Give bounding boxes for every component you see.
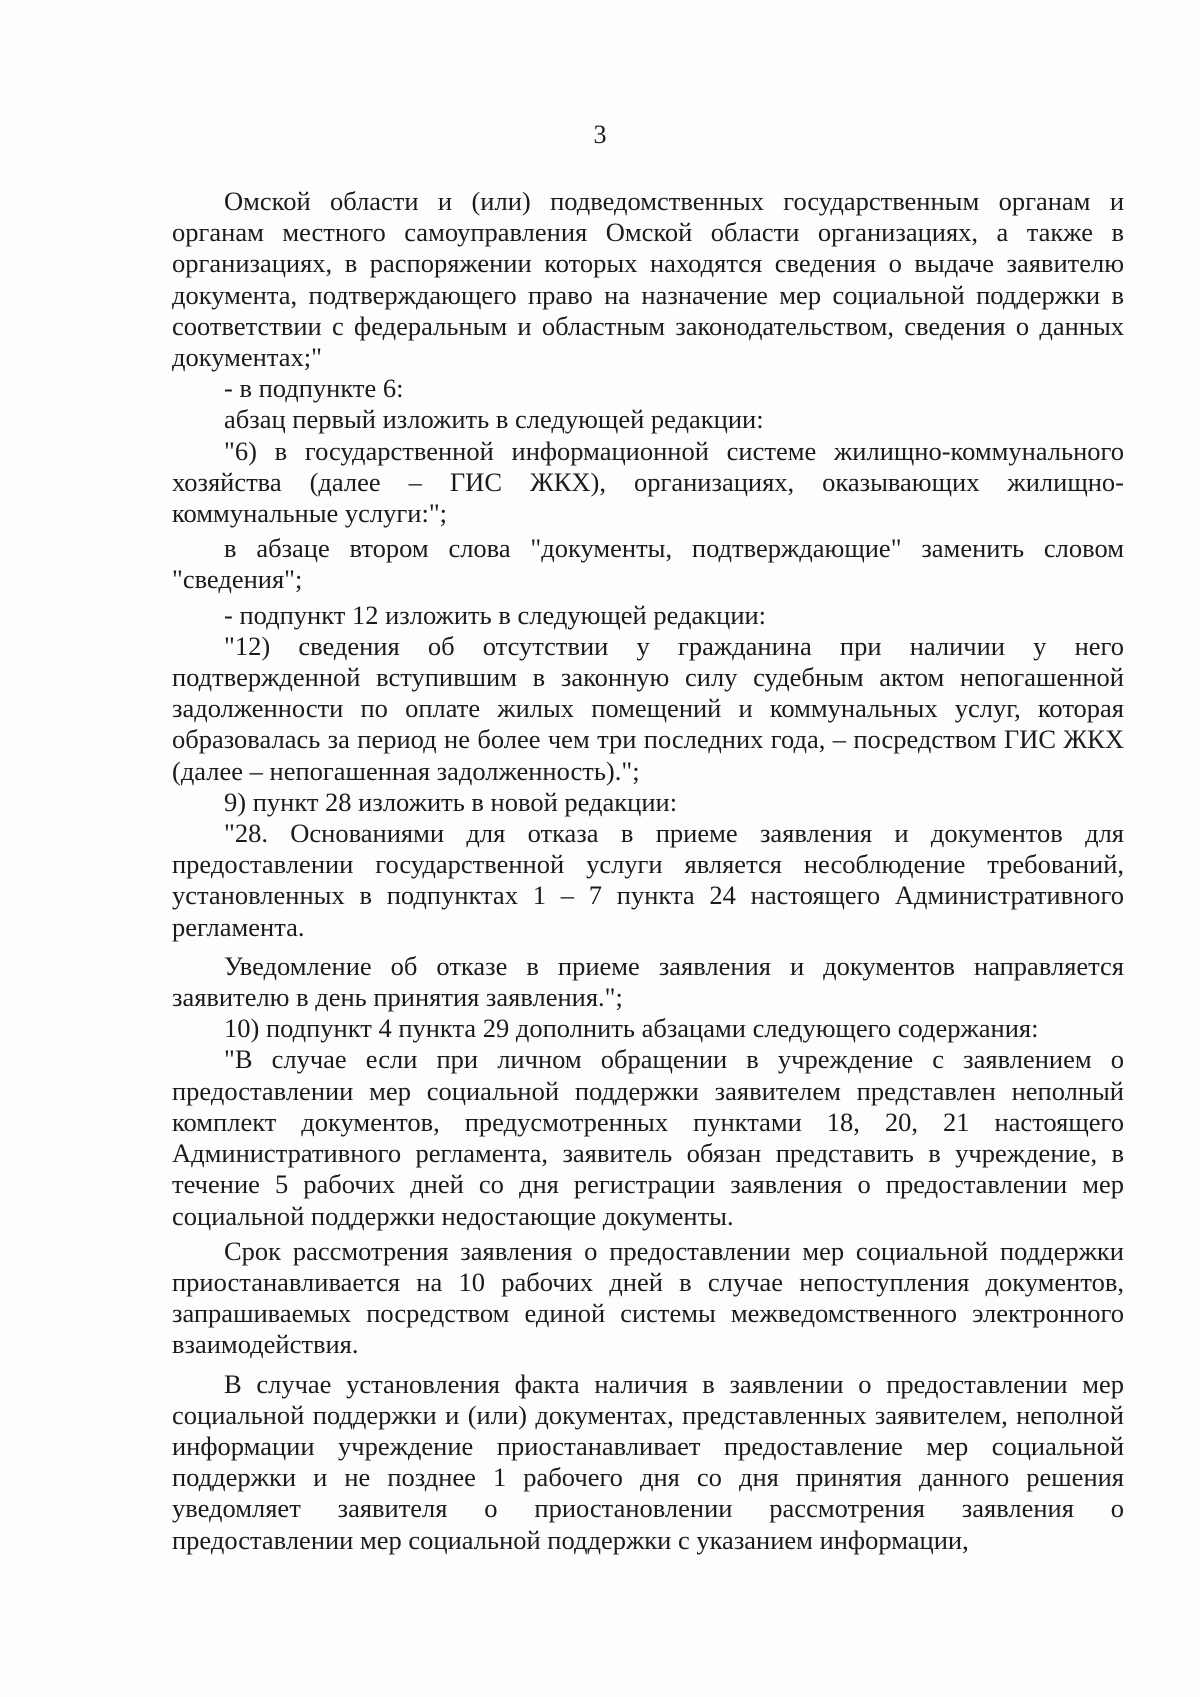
paragraph-suspension-term: Срок рассмотрения заявления о предоставлении мер социальной поддержки приостанавливается на 10 рабочих дней в случае непоступления документов, запрашиваемых посредством единой системы межведомственного электронного взаимодействия.: [172, 1235, 1124, 1360]
paragraph-subpoint-6: - в подпункте 6:: [224, 373, 404, 404]
page-number: 3: [593, 120, 607, 149]
paragraph-omsk-organizations: Омской области и (или) подведомственных государственным органам и органам местного самоуправления Омской области организациях, а также в организациях, в распоряжении которых находятся сведения о выдаче заявителю документа, подтверждающего право на назначение мер социальной поддержки в соответствии с федеральным и областным законодательством, сведения о данных документах;": [172, 186, 1124, 373]
paragraph-incomplete-docs: "В случае если при личном обращении в учреждение с заявлением о предоставлении мер социальной поддержки заявителем представлен неполный комплект документов, предусмотренных пунктами 18, 20, 21 настоящего Административного регламента, заявитель обязан представить в учреждение, в течение 5 рабочих дней со дня регистрации заявления о предоставлении мер социальной поддержки недостающие документы.: [172, 1044, 1124, 1231]
paragraph-refusal-grounds: "28. Основаниями для отказа в приеме заявления и документов для предоставлении государственной услуги является несоблюдение требований, установленных в подпунктах 1 – 7 пункта 24 настоящего Административного регламента.: [172, 818, 1124, 942]
paragraph-gis-zhkh: "6) в государственной информационной системе жилищно-коммунального хозяйства (далее – ГИС ЖКХ), организациях, оказывающих жилищно-коммунальные услуги:";: [172, 435, 1124, 529]
paragraph-first-abzac: абзац первый изложить в следующей редакции:: [224, 404, 764, 435]
paragraph-point-29: 10) подпункт 4 пункта 29 дополнить абзацами следующего содержания:: [224, 1013, 1039, 1044]
paragraph-subpoint-12: - подпункт 12 изложить в следующей редакции:: [224, 599, 767, 630]
paragraph-incomplete-info: В случае установления факта наличия в заявлении о предоставлении мер социальной поддержки и (или) документах, представленных заявителем, неполной информации учреждение приостанавливает предоставление мер социальной поддержки и не позднее 1 рабочего дня со дня принятия данного решения уведомляет заявителя о приостановлении рассмотрения заявления о предоставлении мер социальной поддержки с указанием информации,: [172, 1368, 1124, 1555]
paragraph-refusal-notice: Уведомление об отказе в приеме заявления и документов направляется заявителю в день принятия заявления.";: [172, 950, 1124, 1013]
paragraph-debt-info: "12) сведения об отсутствии у гражданина при наличии у него подтвержденной вступившим в законную силу судебным актом непогашенной задолженности по оплате жилых помещений и коммунальных услуг, которая образовалась за период не более чем три последних года, – посредством ГИС ЖКХ (далее – непогашенная задолженность).";: [172, 630, 1124, 786]
document-body: [172, 186, 1124, 1556]
paragraph-second-abzac: в абзаце втором слова "документы, подтверждающие" заменить словом "сведения";: [172, 533, 1124, 595]
paragraph-point-28: 9) пункт 28 изложить в новой редакции:: [224, 786, 678, 817]
